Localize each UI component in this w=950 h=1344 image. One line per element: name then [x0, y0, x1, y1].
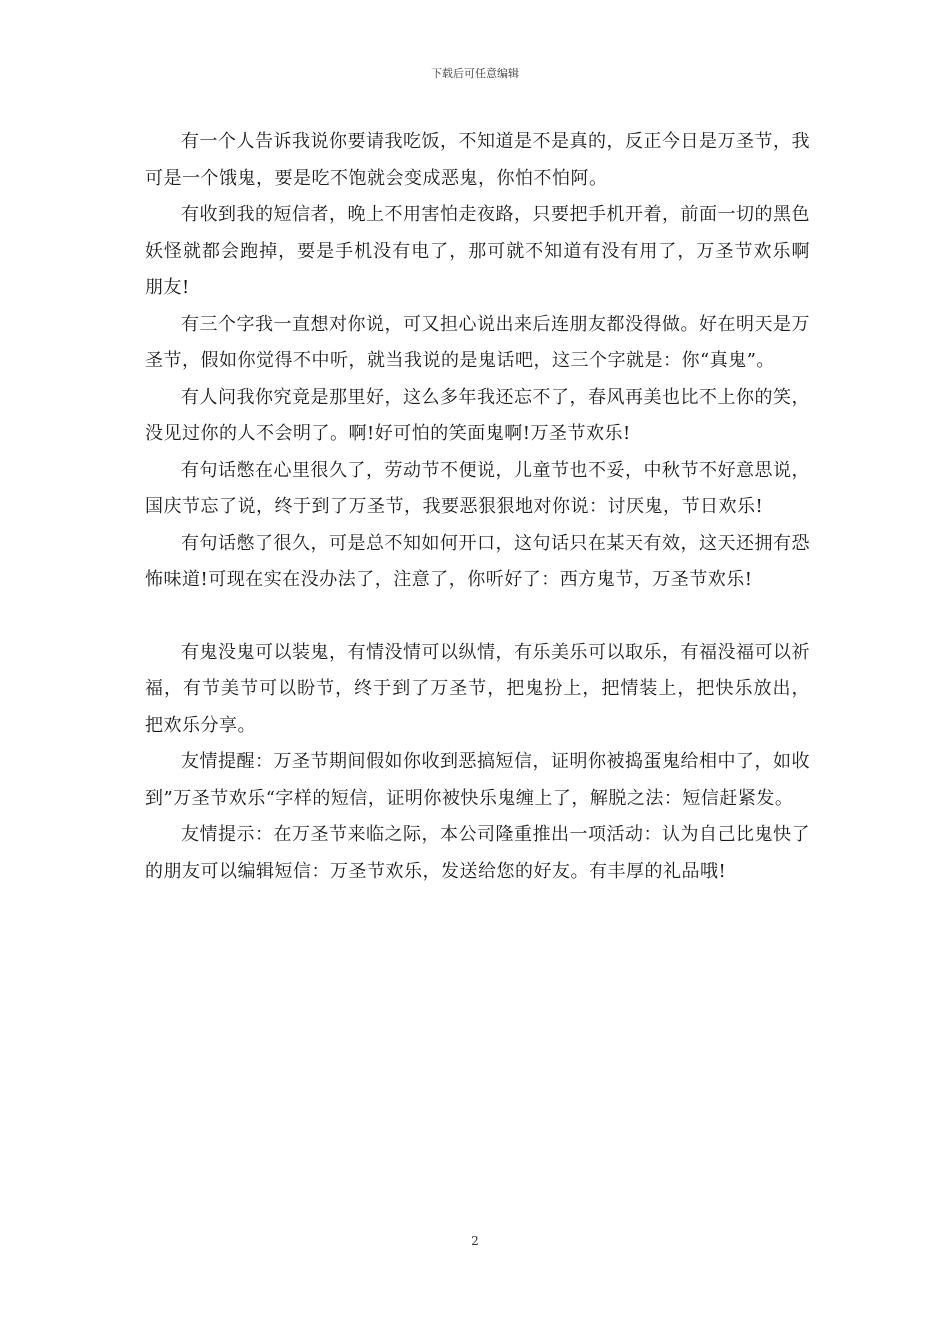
- paragraph-4: 有人问我你究竟是那里好，这么多年我还忘不了，春风再美也比不上你的笑，没见过你的人不会明了。啊!好可怕的笑面鬼啊!万圣节欢乐!: [145, 386, 810, 444]
- paragraph-8: 友情提醒：万圣节期间假如你收到恶搞短信，证明你被捣蛋鬼给相中了，如收到”万圣节欢乐“字样的短信，证明你被快乐鬼缠上了，解脱之法：短信赶紧发。: [145, 751, 810, 809]
- paragraph-7: 有鬼没鬼可以装鬼，有情没情可以纵情，有乐美乐可以取乐，有福没福可以祈福，有节美节可以盼节，终于到了万圣节，把鬼扮上，把情装上，把快乐放出，把欢乐分享。: [145, 641, 810, 736]
- paragraph-5: 有句话憋在心里很久了，劳动节不便说，儿童节也不妥，中秋节不好意思说，国庆节忘了说，终于到了万圣节，我要恶狠狠地对你说：讨厌鬼，节日欢乐!: [145, 459, 810, 517]
- document-body: [145, 124, 810, 890]
- paragraph-3: 有三个字我一直想对你说，可又担心说出来后连朋友都没得做。好在明天是万圣节，假如你觉得不中听，就当我说的是鬼话吧，这三个字就是：你“真鬼”。: [145, 313, 810, 371]
- page-header: 下载后可任意编辑: [431, 67, 519, 80]
- page-number: 2: [471, 1234, 479, 1248]
- paragraph-6: 有句话憋了很久，可是总不知如何开口，这句话只在某天有效，这天还拥有恐怖味道!可现在实在没办法了，注意了，你听好了：西方鬼节，万圣节欢乐!: [145, 532, 810, 590]
- paragraph-1: 有一个人告诉我说你要请我吃饭，不知道是不是真的，反正今日是万圣节，我可是一个饿鬼，要是吃不饱就会变成恶鬼，你怕不怕阿。: [145, 131, 810, 189]
- paragraph-9: 友情提示：在万圣节来临之际，本公司隆重推出一项活动：认为自己比鬼快了的朋友可以编辑短信：万圣节欢乐，发送给您的好友。有丰厚的礼品哦!: [145, 824, 810, 882]
- paragraph-2: 有收到我的短信者，晚上不用害怕走夜路，只要把手机开着，前面一切的黑色妖怪就都会跑掉，要是手机没有电了，那可就不知道有没有用了，万圣节欢乐啊朋友!: [145, 204, 810, 298]
